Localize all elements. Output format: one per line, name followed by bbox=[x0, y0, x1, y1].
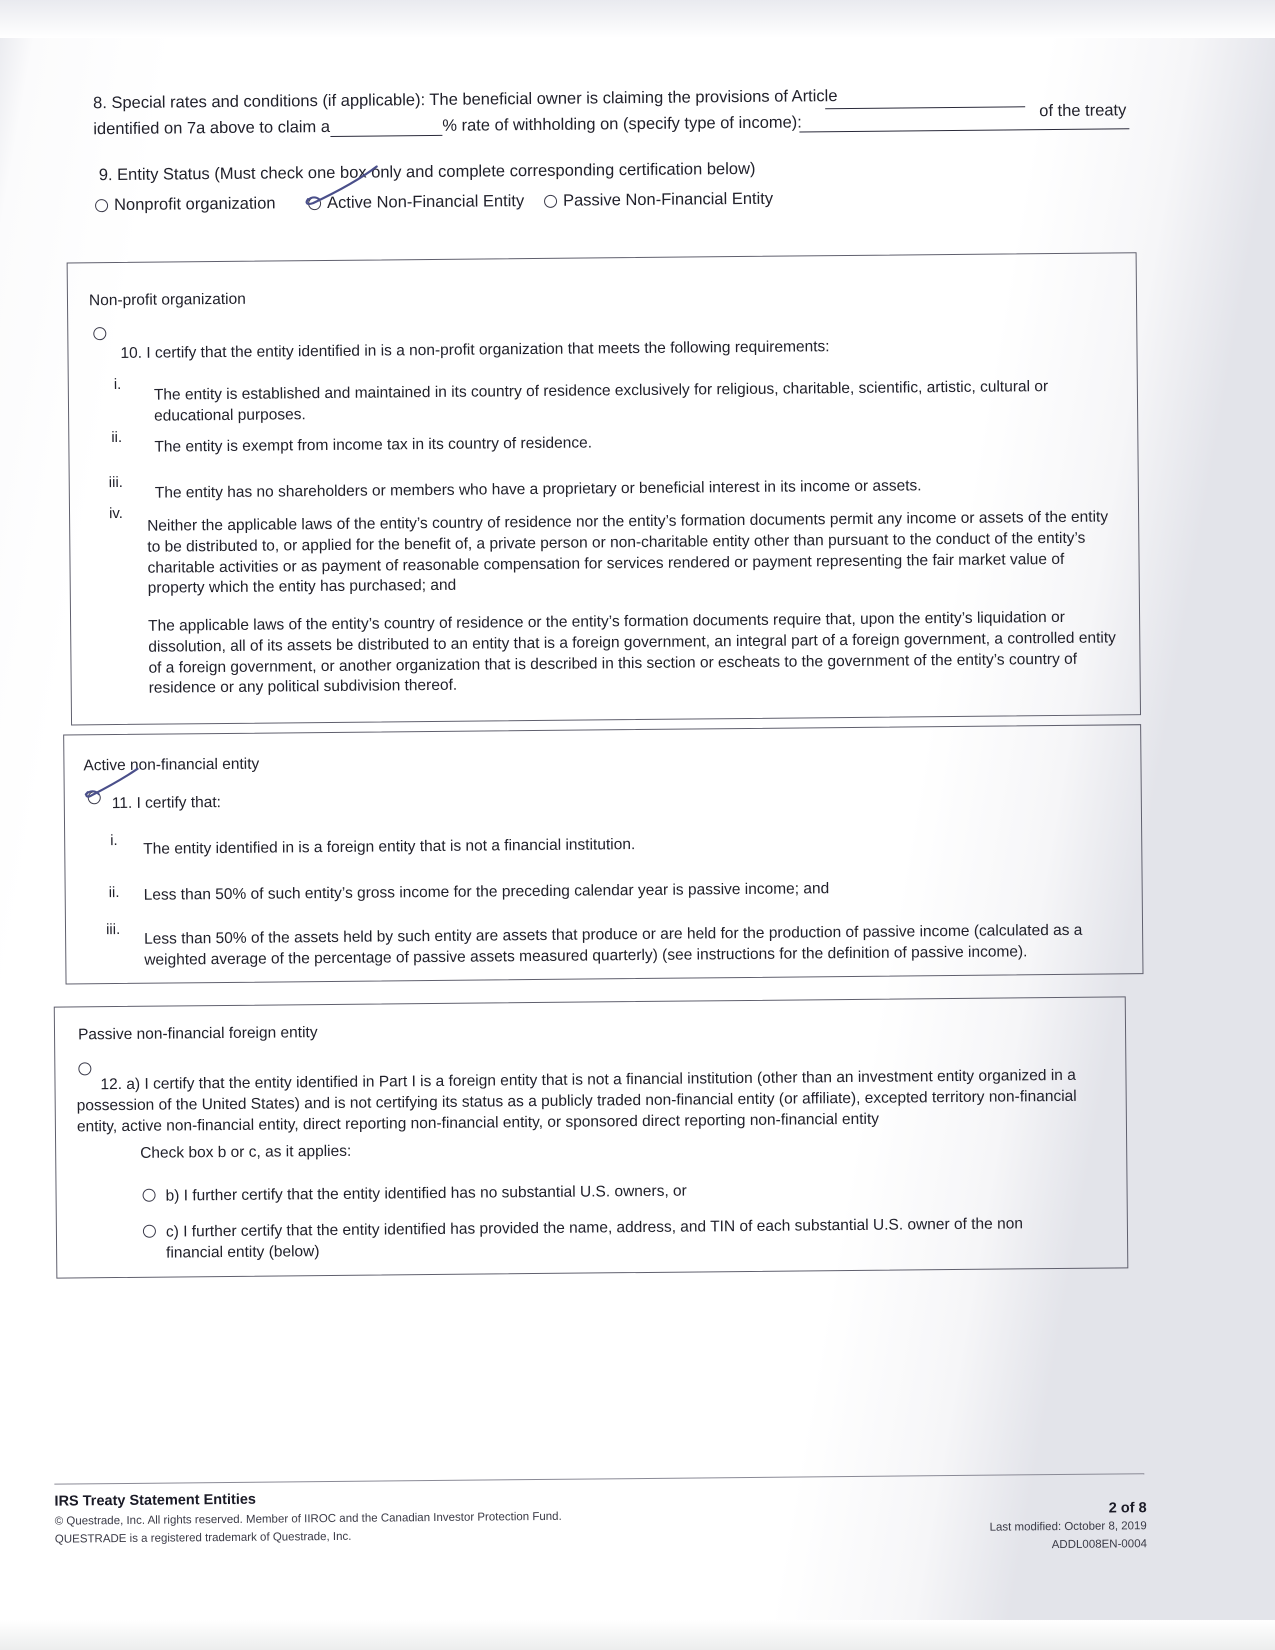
item10-text: 10. I certify that the entity identified in is a non-profit organization that meets the following requirements: bbox=[120, 338, 830, 362]
radio-item12b[interactable] bbox=[143, 1189, 156, 1202]
footer-title: IRS Treaty Statement Entities bbox=[54, 1491, 257, 1510]
item9-option-active-label: Active Non-Financial Entity bbox=[326, 192, 525, 212]
nonprofit-list-num-ii: ii. bbox=[111, 428, 123, 447]
radio-item11-active-certification[interactable] bbox=[88, 791, 101, 804]
radio-nonprofit-organization[interactable] bbox=[95, 199, 108, 212]
nonprofit-list-num-iii: iii. bbox=[108, 473, 123, 492]
item9-heading: 9. Entity Status (Must check one box only and complete corresponding certification below) bbox=[98, 159, 756, 185]
footer-divider bbox=[54, 1473, 1144, 1484]
item9-option-passive-label: Passive Non-Financial Entity bbox=[562, 189, 774, 210]
item8-line2-suffix: % rate of withholding on (specify type of income): bbox=[442, 113, 802, 135]
active-list-text-i: The entity identified in is a foreign entity that is not a financial institution. bbox=[143, 836, 636, 858]
nonprofit-list-text-i: The entity is established and maintained in its country of residence exclusively for religious, charitable, scientific, artistic, cultural or educational purposes. bbox=[153, 378, 1049, 425]
item8-income-blank[interactable] bbox=[799, 128, 1129, 132]
item8-article-blank[interactable] bbox=[825, 106, 1025, 109]
passive-section-title: Passive non-financial foreign entity bbox=[77, 1024, 318, 1044]
nonprofit-list-num-iv: iv. bbox=[108, 504, 124, 523]
item8-lead-text: 8. Special rates and conditions (if applicable): The beneficial owner is claiming the provisions of Article bbox=[93, 87, 838, 113]
item8-treaty-text: of the treaty bbox=[1039, 101, 1127, 121]
footer-copyright: © Questrade, Inc. All rights reserved. Member of IIROC and the Canadian Investor Protection Fund. bbox=[54, 1510, 562, 1528]
active-section-title: Active non-financial entity bbox=[83, 755, 260, 775]
passive-check-instruction: Check box b or c, as it applies: bbox=[140, 1142, 352, 1162]
item12a-text: 12. a) I certify that the entity identified in Part I is a foreign entity that is not a financial institution (other than an investment entity organized in a possession of the United States) and is not certifying its status as a publicly traded non-financial entity (or affiliate), excepted territory non-financial entity, active non-financial entity, direct reporting non-financial entity, or sponsored direct reporting non-financial entity bbox=[76, 1066, 1077, 1135]
footer-page-number: 2 of 8 bbox=[1108, 1500, 1147, 1517]
radio-item12a-passive-certification[interactable] bbox=[78, 1062, 91, 1075]
radio-item12c[interactable] bbox=[143, 1225, 156, 1238]
active-list-text-ii: Less than 50% of such entity’s gross income for the preceding calendar year is passive income; and bbox=[143, 880, 830, 904]
item12c-text: c) I further certify that the entity identified has provided the name, address, and TIN of each substantial U.S. owner of the non financial entity (below) bbox=[165, 1215, 1023, 1262]
radio-active-non-financial-entity[interactable] bbox=[308, 197, 321, 210]
item11-text: 11. I certify that: bbox=[111, 794, 222, 813]
nonprofit-closing-paragraph: The applicable laws of the entity’s country of residence or the entity’s formation documents require that, upon the entity’s liquidation or dissolution, all of its assets be distributed to an entity that is a foreign government, an integral part of a foreign government, a controlled entity of a foreign government, or another organization that is described in this section or escheats to the government of the entity’s country of residence or any political subdivision thereof. bbox=[148, 608, 1116, 698]
nonprofit-list-num-i: i. bbox=[113, 375, 122, 394]
active-list-num-ii: ii. bbox=[108, 883, 120, 902]
active-list-num-iii: iii. bbox=[105, 920, 121, 939]
radio-passive-non-financial-entity[interactable] bbox=[544, 195, 557, 208]
item8-line2-prefix: identified on 7a above to claim a bbox=[93, 117, 331, 139]
nonprofit-section-title: Non-profit organization bbox=[88, 290, 246, 310]
item9-option-nonprofit-label: Nonprofit organization bbox=[113, 194, 276, 215]
nonprofit-list-text-iii: The entity has no shareholders or members who have a proprietary or beneficial interest in its income or assets. bbox=[154, 477, 922, 502]
nonprofit-list-text-ii: The entity is exempt from income tax in its country of residence. bbox=[154, 434, 593, 456]
footer-trademark: QUESTRADE is a registered trademark of Questrade, Inc. bbox=[54, 1530, 352, 1546]
item8-rate-blank[interactable] bbox=[330, 135, 442, 137]
active-list-num-i: i. bbox=[110, 832, 118, 850]
item12b-text: b) I further certify that the entity identified has no substantial U.S. owners, or bbox=[165, 1182, 687, 1205]
footer-form-code: ADDL008EN-0004 bbox=[1051, 1538, 1148, 1552]
radio-item10-nonprofit-certification[interactable] bbox=[93, 327, 106, 340]
nonprofit-list-text-iv: Neither the applicable laws of the entity’s country of residence nor the entity’s formation documents permit any income or assets of the entity to be distributed to, or applied for the benefit of, a private person or non-charitable entity other than pursuant to the conduct of the entity’s charitable activities or as payment of reasonable compensation for services rendered or payment representing the fair market value of property which the entity has purchased; and bbox=[147, 508, 1109, 598]
active-list-text-iii: Less than 50% of the assets held by such entity are assets that produce or are held for the production of passive income (calculated as a weighted average of the percentage of passive assets measured quarterly) (see instructions for the definition of passive income). bbox=[144, 921, 1083, 969]
footer-last-modified: Last modified: October 8, 2019 bbox=[989, 1520, 1147, 1534]
